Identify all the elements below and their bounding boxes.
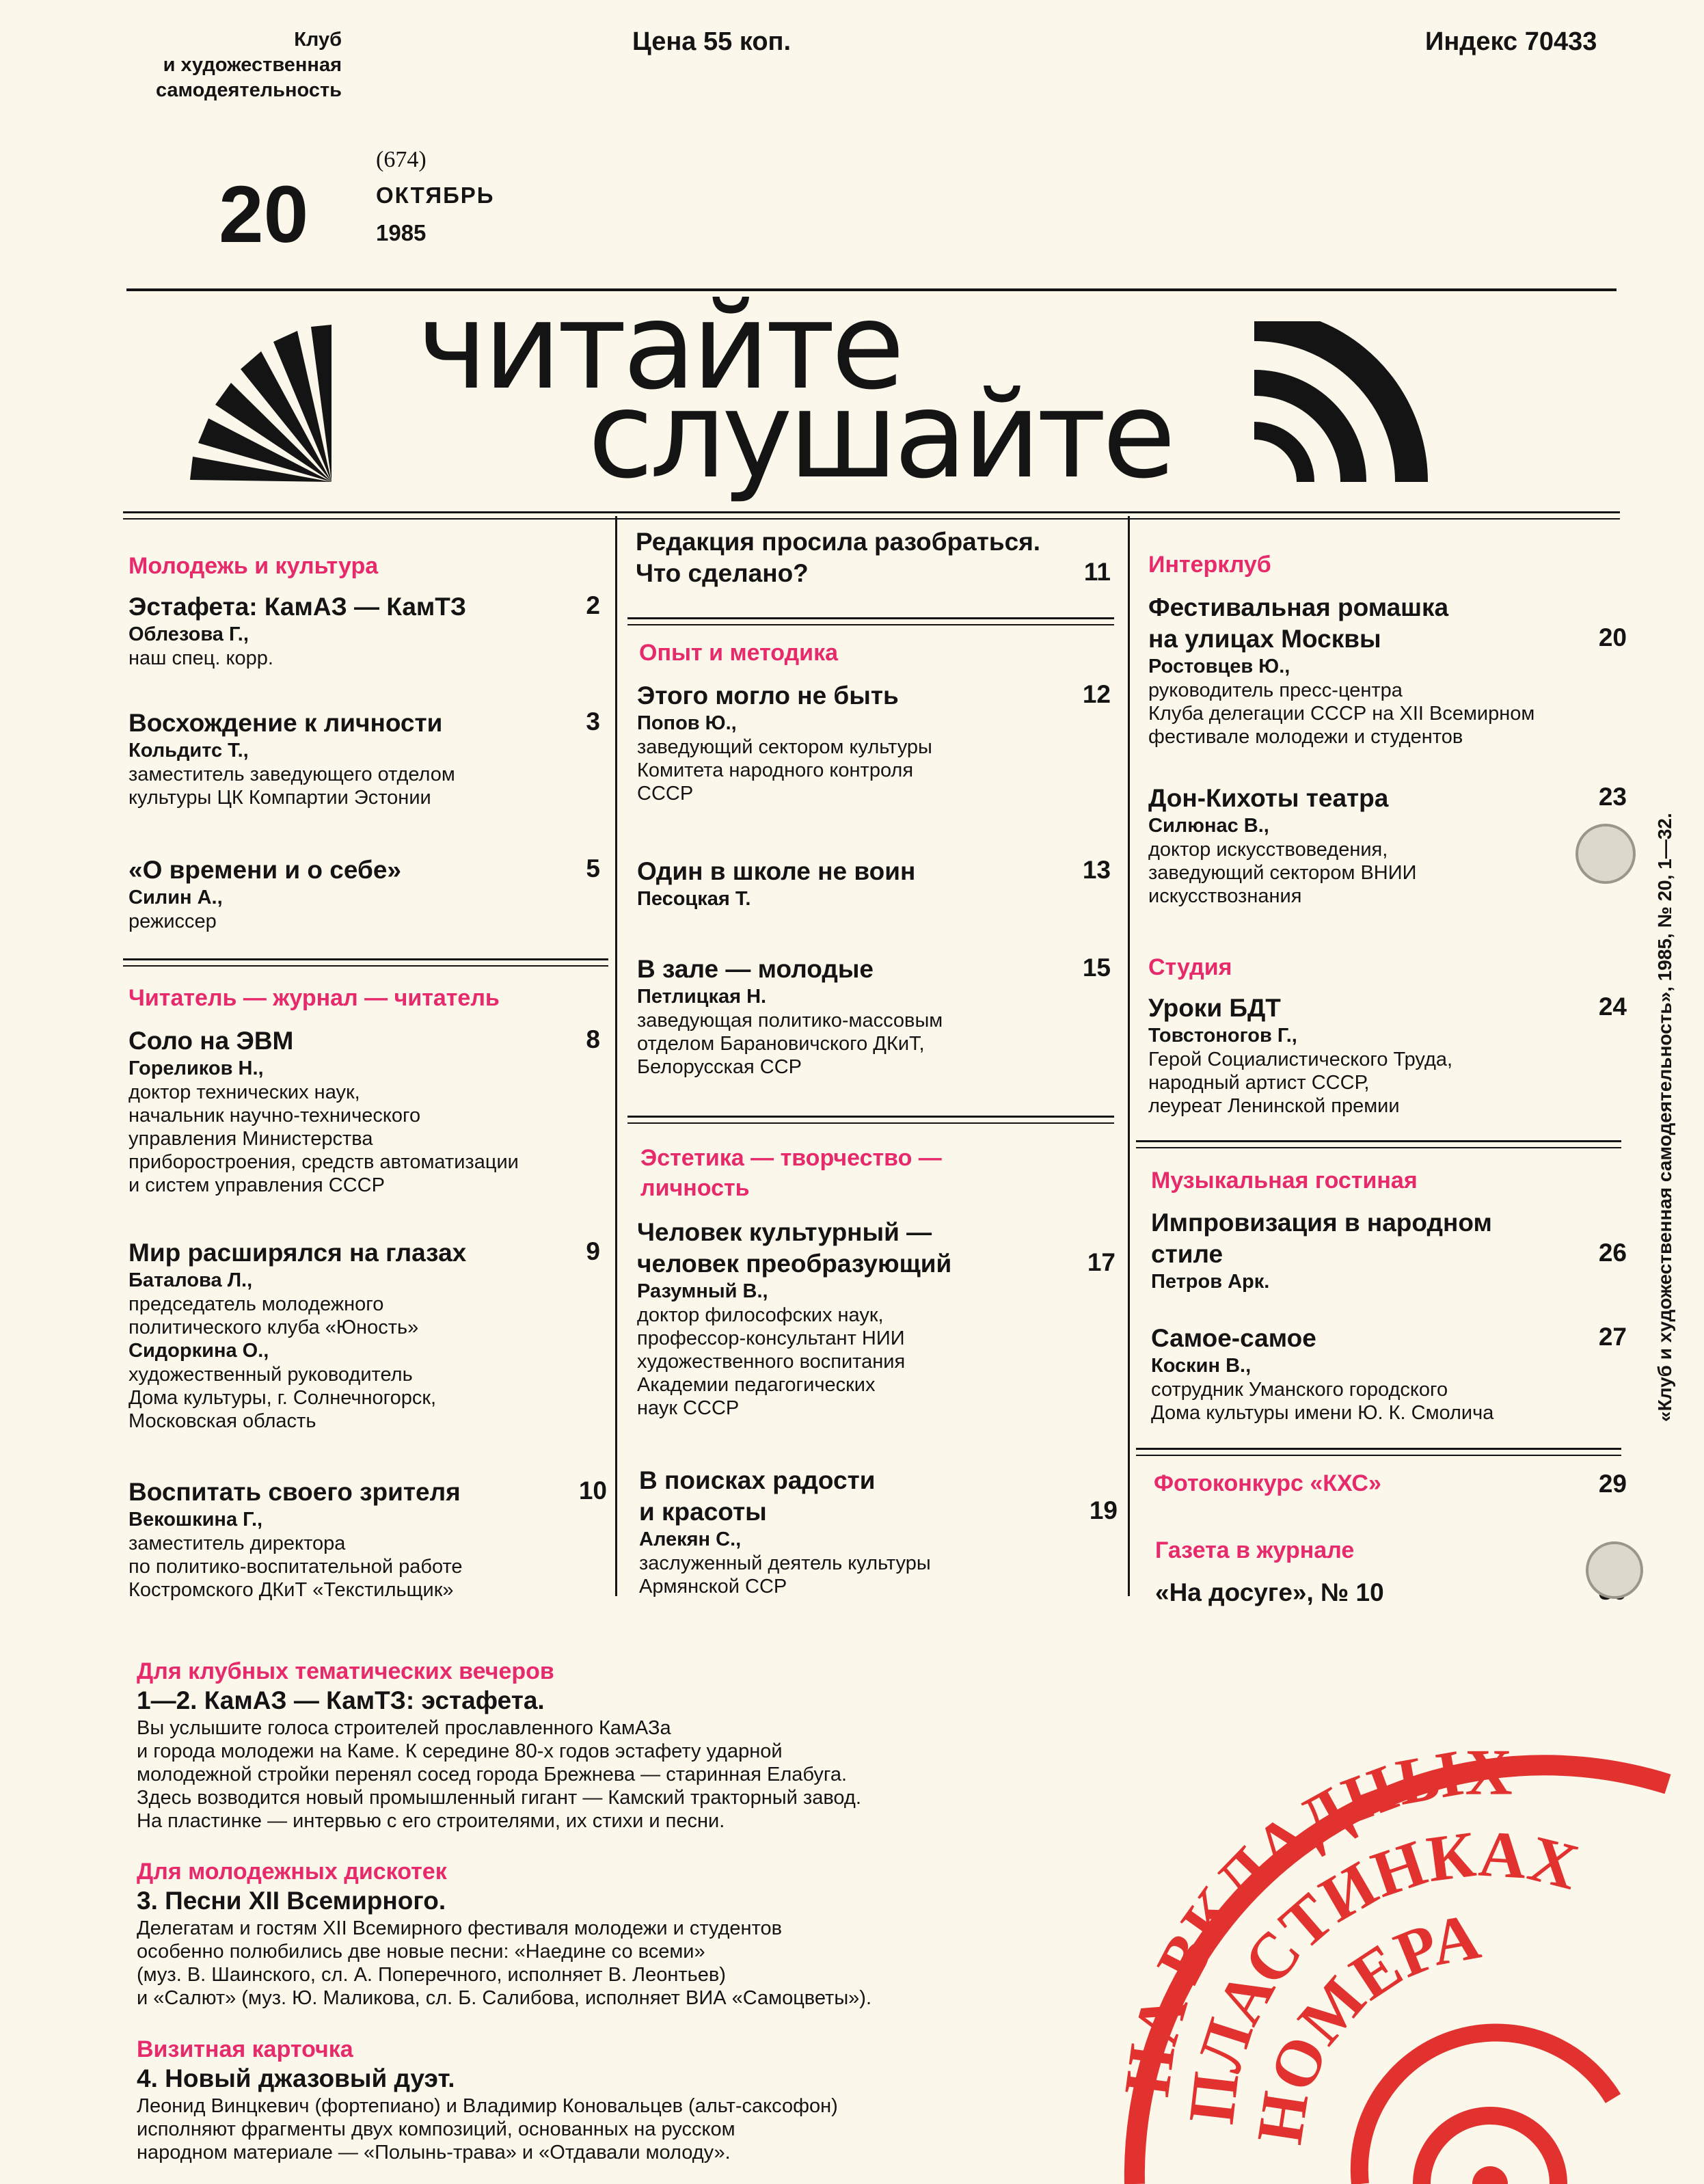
fan-icon [185, 321, 342, 485]
entry-title: Фестивальная ромашка на улицах Москвы [1148, 593, 1449, 653]
toc-entry-v-zale-molodye[interactable] [637, 954, 1111, 1079]
section-heading-youth-culture: Молодежь и культура [129, 553, 379, 579]
toc-entry-mir-rasshiryalsya[interactable] [129, 1237, 600, 1433]
entry-author-role: председатель молодежного политического клуба «Юность» [129, 1293, 419, 1338]
entry-author-role: доктор технических наук, начальник научно-технического управления Министерства приборостроения, средств автоматизации и систем управления СССР [129, 1081, 519, 1196]
section-rule [123, 958, 608, 960]
page-number: 20 [1598, 623, 1627, 651]
entry-author: Алекян С., [639, 1528, 742, 1550]
page-number: 2 [586, 591, 600, 619]
page-number: 24 [1598, 993, 1627, 1021]
entry-title: Мир расширялся на глазах [129, 1239, 467, 1267]
column-divider-1 [615, 516, 617, 1596]
side-bibliographic-note: «Клуб и художественная самодеятельность», 1985, № 20, 1—32. [1654, 813, 1675, 1422]
page-number: 27 [1598, 1323, 1627, 1351]
index: Индекс 70433 [1425, 27, 1597, 56]
entry-author: Петров Арк. [1151, 1271, 1270, 1293]
section-heading-interclub: Интерклуб [1148, 552, 1271, 578]
toc-entry-vospitat-zritelya[interactable] [129, 1477, 607, 1602]
entry-author: Силюнас В., [1148, 815, 1269, 837]
entry-title: Соло на ЭВМ [129, 1027, 294, 1055]
page-number: 19 [1089, 1496, 1118, 1524]
entry-title: Редакция просила разобраться. Что сделано? [636, 528, 1041, 587]
entry-title: В поисках радости и красоты [639, 1466, 876, 1526]
toc-entry-voskhozhdenie[interactable] [129, 707, 600, 809]
insert-text: Леонид Винцкевич (фортепиано) и Владимир Коновальцев (альт-саксофон) исполняют фрагменты двух композиций, основанных на русском народном материале — «Полынь-трава» и «Отдавали молоду». [137, 2095, 838, 2163]
page-number: 29 [1598, 1470, 1627, 1498]
section-heading-experience-method: Опыт и методика [639, 640, 839, 666]
entry-author-2: Сидоркина О., [129, 1340, 269, 1362]
toc-entry-redaktsiya[interactable] [636, 526, 1111, 589]
section-heading-music-lounge: Музыкальная гостиная [1151, 1168, 1418, 1194]
insert-heading: Визитная карточка [137, 2036, 353, 2062]
page-number: 12 [1082, 680, 1111, 708]
stamp-line-2: ПЛАСТИНКАХ [1174, 1816, 1586, 2128]
stamp-line-1: НА ВКЛАДНЫХ [1109, 1735, 1513, 2101]
entry-author: Песоцкая Т. [637, 888, 751, 910]
toc-entry-odin-v-shkole[interactable] [637, 856, 1111, 911]
section-heading-aesthetics: Эстетика — творчество — личность [640, 1145, 942, 1201]
entry-author-role: наш спец. корр. [129, 647, 273, 669]
entry-title: Один в школе не воин [637, 857, 916, 885]
toc-entry-chelovek-kulturny[interactable] [637, 1217, 1115, 1420]
entry-author: Гореликов Н., [129, 1057, 264, 1079]
entry-author-role: сотрудник Уманского городского Дома культуры имени Ю. К. Смолича [1151, 1379, 1494, 1424]
entry-author-2-role: художественный руководитель Дома культуры, г. Солнечногорск, Московская область [129, 1364, 437, 1432]
toc-entry-estafeta[interactable] [129, 591, 600, 670]
entry-author: Кольдитс Т., [129, 740, 249, 761]
insert-text: Делегатам и гостям XII Всемирного фестиваля молодежи и студентов особенно полюбились две новые песни: «Наедине со всеми» (муз. В. Шаинского, сл. А. Поперечного, исполняет В. Леонтьев) и «Салют» (муз. Ю. Маликова, сл. Б. Салибова, исполняет ВИА «Самоцветы»). [137, 1917, 872, 2009]
entry-author-role: заместитель директора по политико-воспитательной работе Костромского ДКиТ «Текстильщик» [129, 1533, 463, 1601]
page-number: 15 [1082, 954, 1111, 982]
page-number: 17 [1087, 1248, 1115, 1276]
entry-title: Человек культурный — человек преобразующий [637, 1218, 952, 1278]
section-heading-newspaper: Газета в журнале [1155, 1537, 1355, 1563]
toc-entry-uroki-bdt[interactable] [1148, 993, 1627, 1118]
masthead-bottom-rule [123, 511, 1620, 513]
section-heading-reader-journal: Читатель — журнал — читатель [129, 985, 500, 1011]
page-number: 11 [1083, 558, 1111, 586]
insert-heading: Для молодежных дискотек [137, 1859, 447, 1885]
toc-entry-etogo-moglo[interactable] [637, 680, 1111, 805]
toc-entry-don-kikhoty[interactable] [1148, 783, 1627, 908]
entry-title: Эстафета: КамАЗ — КамТЗ [129, 593, 467, 621]
issue-year: 1985 [376, 220, 427, 245]
entry-title: Самое-самое [1151, 1324, 1316, 1352]
entry-author: Баталова Л., [129, 1269, 253, 1291]
entry-author-role: заведующий сектором культуры Комитета народного контроля СССР [637, 736, 932, 805]
entry-author: Коскин В., [1151, 1355, 1252, 1377]
page-number: 5 [586, 854, 600, 882]
entry-title: Дон-Кихоты театра [1148, 784, 1389, 812]
entry-title: Воспитать своего зрителя [129, 1478, 461, 1506]
binding-hole [1575, 824, 1636, 884]
entry-title: В зале — молодые [637, 955, 874, 983]
entry-title: Уроки БДТ [1148, 994, 1281, 1022]
entry-author-role: заслуженный деятель культуры Армянской ССР [639, 1552, 931, 1597]
page-number: 3 [586, 707, 600, 736]
toc-entry-fotokonkurs[interactable] [1154, 1470, 1627, 1497]
page-number: 26 [1598, 1239, 1627, 1267]
record-stamp [1066, 1688, 1702, 2184]
entry-author: Петлицкая Н. [637, 986, 767, 1008]
page-number: 8 [586, 1025, 600, 1053]
entry-author: Силин А., [129, 887, 223, 908]
insert-title: 1—2. КамАЗ — КамТЗ: эстафета. [137, 1686, 545, 1714]
entry-title: «На досуге», № 10 [1155, 1578, 1384, 1606]
issue-total: (674) [376, 147, 427, 172]
toc-entry-improvizatsiya[interactable] [1151, 1207, 1627, 1294]
toc-entry-festivalnaya-romashka[interactable] [1148, 592, 1627, 749]
stamp-line-3: НОМЕРА [1242, 1899, 1486, 2148]
logo-line-2: слушайте [588, 366, 1172, 505]
entry-author: Попов Ю., [637, 712, 737, 734]
issue-month: ОКТЯБРЬ [376, 183, 495, 208]
entry-author-role: Герой Социалистического Труда, народный артист СССР, леуреат Ленинской премии [1148, 1049, 1453, 1117]
price: Цена 55 коп. [632, 27, 792, 56]
section-rule [627, 1116, 1114, 1118]
page-number: 9 [586, 1237, 600, 1265]
binding-hole [1586, 1541, 1643, 1599]
toc-entry-v-poiskakh[interactable] [639, 1465, 1118, 1598]
entry-author-role: режиссер [129, 911, 217, 932]
insert-title: 4. Новый джазовый дуэт. [137, 2064, 455, 2092]
entry-author: Ростовцев Ю., [1148, 656, 1290, 677]
page-number: 10 [578, 1477, 607, 1505]
record-icon [1251, 321, 1429, 485]
toc-entry-solo-na-evm[interactable] [129, 1025, 600, 1197]
page-number: 13 [1082, 856, 1111, 884]
entry-title: Импровизация в народном стиле [1151, 1209, 1492, 1268]
logo-line-1: читайте [417, 278, 901, 416]
entry-author: Разумный В., [637, 1280, 768, 1302]
club-line-3: самодеятельность [155, 79, 342, 101]
section-heading-photo-contest: Фотоконкурс «КХС» [1154, 1470, 1381, 1496]
toc-entry-o-vremeni[interactable] [129, 854, 600, 933]
toc-entry-samoe-samoe[interactable] [1151, 1323, 1627, 1425]
issue-number: 20 [219, 170, 309, 260]
section-rule [627, 617, 1114, 619]
section-rule [1136, 1448, 1621, 1450]
club-line-2: и художественная [163, 54, 342, 76]
club-line-1: Клуб [294, 29, 342, 51]
section-heading-studio: Студия [1148, 954, 1232, 980]
insert-title: 3. Песни XII Всемирного. [137, 1887, 446, 1915]
entry-author-role: заведующая политико-массовым отделом Барановичского ДКиТ, Белорусская ССР [637, 1010, 943, 1078]
entry-author-role: руководитель пресс-центра Клуба делегации СССР на XII Всемирном фестивале молодежи и студентов [1148, 679, 1535, 748]
entry-title: Восхождение к личности [129, 709, 443, 737]
entry-title: Этого могло не быть [637, 682, 899, 710]
section-rule [1136, 1140, 1621, 1142]
club-name [116, 27, 342, 103]
page-number: 23 [1598, 783, 1627, 811]
entry-author-role: доктор философских наук, профессор-консультант НИИ художественного воспитания Академии педагогических наук СССР [637, 1304, 906, 1419]
entry-author: Векошкина Г., [129, 1509, 263, 1531]
insert-text: Вы услышите голоса строителей прославленного КамАЗа и города молодежи на Каме. К середине 80-х годов эстафету ударной молодежной стройки перенял сосед города Брежнева — старинная Елабуга. Здесь возводится новый промышленный гигант — Камский тракторный завод. На пластинке — интервью с его строителями, их стихи и песни. [137, 1717, 861, 1832]
insert-heading: Для клубных тематических вечеров [137, 1658, 554, 1684]
entry-author-role: заместитель заведующего отделом культуры ЦК Компартии Эстонии [129, 764, 455, 809]
column-divider-2 [1128, 516, 1130, 1596]
entry-title: «О времени и о себе» [129, 856, 401, 884]
toc-entry-na-dosuge[interactable] [1155, 1577, 1627, 1608]
entry-author: Облезова Г., [129, 623, 249, 645]
entry-author-role: доктор искусствоведения, заведующий сектором ВНИИ искусствознания [1148, 839, 1417, 907]
entry-author: Товстоногов Г., [1148, 1025, 1297, 1047]
